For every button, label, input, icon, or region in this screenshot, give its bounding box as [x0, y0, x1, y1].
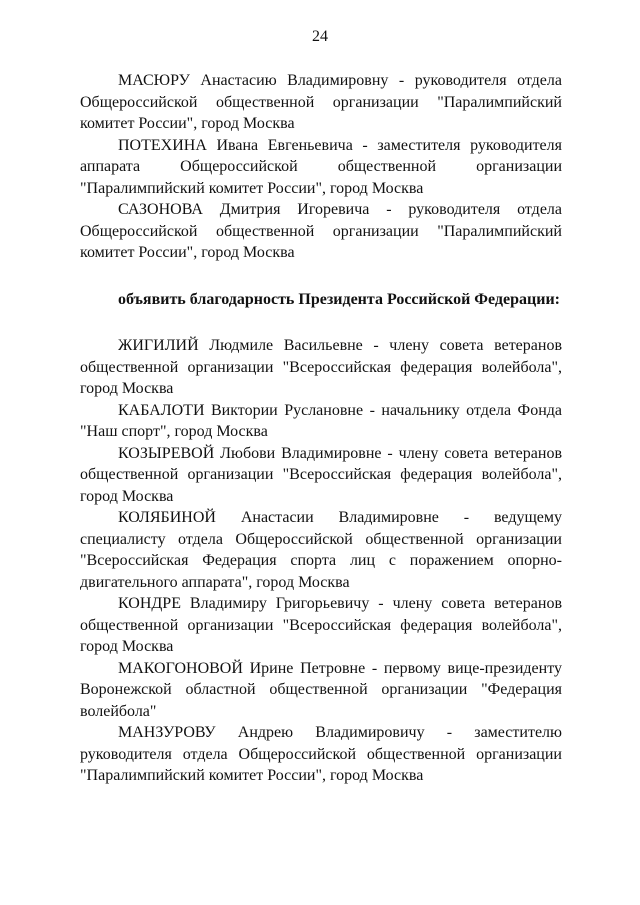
document-body — [80, 70, 562, 787]
award-entry: ПОТЕХИНА Ивана Евгеньевича - заместителя руководителя аппарата Общероссийской общественной организации "Паралимпийский комитет России", город Москва — [80, 136, 562, 197]
gratitude-entry: МАНЗУРОВУ Андрею Владимировичу - заместителю руководителя отдела Общероссийской общественной организации "Паралимпийский комитет России", город Москва — [80, 724, 562, 784]
gratitude-entry: КОЗЫРЕВОЙ Любови Владимировне - члену совета ветеранов общественной организации "Всероссийская федерация волейбола", город Москва — [80, 444, 562, 505]
gratitude-entry: ЖИГИЛИЙ Людмиле Васильевне - члену совета ветеранов общественной организации "Всероссийская федерация волейбола", город Москва — [80, 337, 562, 397]
page-number: 24 — [312, 28, 328, 45]
gratitude-entry: МАКОГОНОВОЙ Ирине Петровне - первому вице-президенту Воронежской областной общественной организации "Федерация волейбола" — [80, 659, 562, 720]
section-heading: объявить благодарность Президента Российской Федерации: — [118, 290, 560, 308]
gratitude-entry: КАБАЛОТИ Виктории Руслановне - начальнику отдела Фонда "Наш спорт", город Москва — [80, 401, 562, 440]
award-entry: САЗОНОВА Дмитрия Игоревича - руководителя отдела Общероссийской общественной организации "Паралимпийский комитет России", город Москва — [80, 201, 562, 261]
award-entry: МАСЮРУ Анастасию Владимировну - руководителя отдела Общероссийской общественной организации "Паралимпийский комитет России", город Москва — [80, 72, 562, 132]
gratitude-entry: КОЛЯБИНОЙ Анастасии Владимировне - ведущему специалисту отдела Общероссийской общественной организации "Всероссийская Федерация спорта лиц с поражением опорно-двигательного аппарата", город Москва — [80, 509, 562, 591]
gratitude-entry: КОНДРЕ Владимиру Григорьевичу - члену совета ветеранов общественной организации "Всероссийская федерация волейбола", город Москва — [80, 595, 562, 655]
